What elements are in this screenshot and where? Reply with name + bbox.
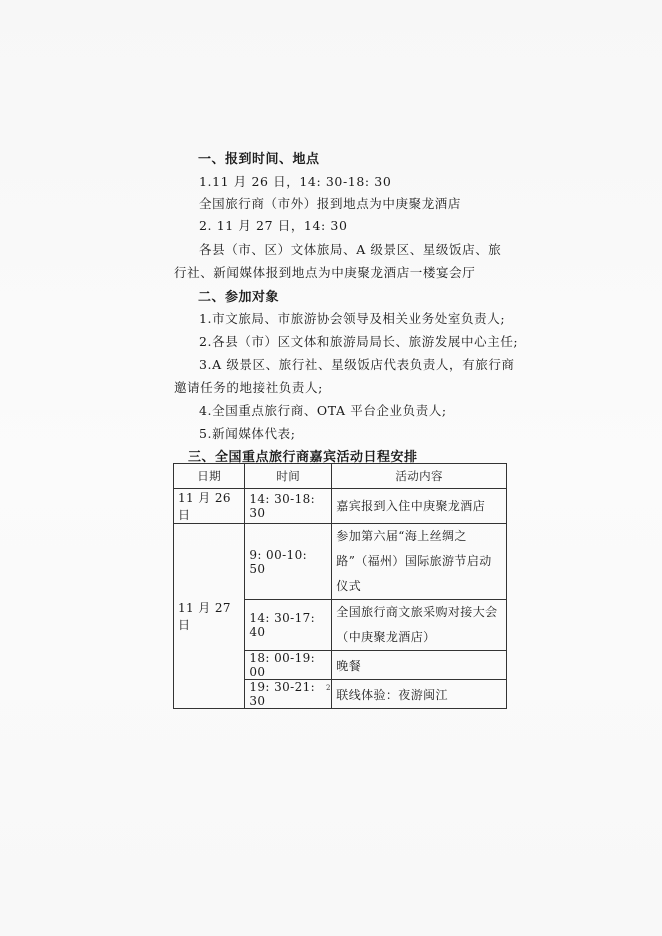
row-time: 19: 30-21: 30 bbox=[245, 680, 332, 709]
section2-item5: 5.新闻媒体代表; bbox=[199, 426, 296, 441]
section2-item3b: 邀请任务的地接社负责人; bbox=[174, 380, 323, 395]
row-activity: 联线体验：夜游闽江 bbox=[332, 680, 507, 709]
row-time: 14: 30-17: 40 bbox=[245, 600, 332, 651]
section2-item2: 2.各县（市）区文体和旅游局局长、旅游发展中心主任; bbox=[199, 334, 519, 349]
section1-heading: 一、报到时间、地点 bbox=[198, 152, 320, 167]
section1-line2: 全国旅行商（市外）报到地点为中庚聚龙酒店 bbox=[199, 196, 462, 211]
row-date: 11 月 27 日 bbox=[174, 524, 245, 709]
table-row bbox=[174, 489, 507, 524]
section2-heading: 二、参加对象 bbox=[198, 290, 280, 305]
table-row bbox=[174, 524, 507, 600]
row-time: 18: 00-19: 00 bbox=[245, 651, 332, 680]
row-activity: 嘉宾报到入住中庚聚龙酒店 bbox=[332, 489, 507, 524]
header-activity: 活动内容 bbox=[332, 464, 507, 489]
table-header-row bbox=[174, 464, 507, 489]
section1-line1: 1.11 月 26 日，14: 30-18: 30 bbox=[199, 174, 392, 189]
section2-item3a: 3.A 级景区、旅行社、星级饭店代表负责人，有旅行商 bbox=[199, 357, 515, 372]
section1-line4a: 各县（市、区）文体旅局、A 级景区、星级饭店、旅 bbox=[199, 242, 502, 257]
row-date: 11 月 26 日 bbox=[174, 489, 245, 524]
header-date: 日期 bbox=[174, 464, 245, 489]
page-number: 2 bbox=[326, 684, 331, 692]
header-time: 时间 bbox=[245, 464, 332, 489]
row-activity: 参加第六届“海上丝绸之路”（福州）国际旅游节启动仪式 bbox=[332, 524, 507, 600]
section2-item4: 4.全国重点旅行商、OTA 平台企业负责人; bbox=[199, 403, 447, 418]
section2-item1: 1.市文旅局、市旅游协会领导及相关业务处室负责人; bbox=[199, 311, 506, 326]
section3-heading: 三、全国重点旅行商嘉宾活动日程安排 bbox=[188, 450, 418, 465]
schedule-table bbox=[173, 463, 507, 709]
row-activity: 全国旅行商文旅采购对接大会（中庚聚龙酒店） bbox=[332, 600, 507, 651]
section1-line4b: 行社、新闻媒体报到地点为中庚聚龙酒店一楼宴会厅 bbox=[174, 265, 476, 280]
row-activity: 晚餐 bbox=[332, 651, 507, 680]
section1-line3: 2. 11 月 27 日，14: 30 bbox=[199, 218, 348, 233]
row-time: 9: 00-10: 50 bbox=[245, 524, 332, 600]
row-time: 14: 30-18: 30 bbox=[245, 489, 332, 524]
